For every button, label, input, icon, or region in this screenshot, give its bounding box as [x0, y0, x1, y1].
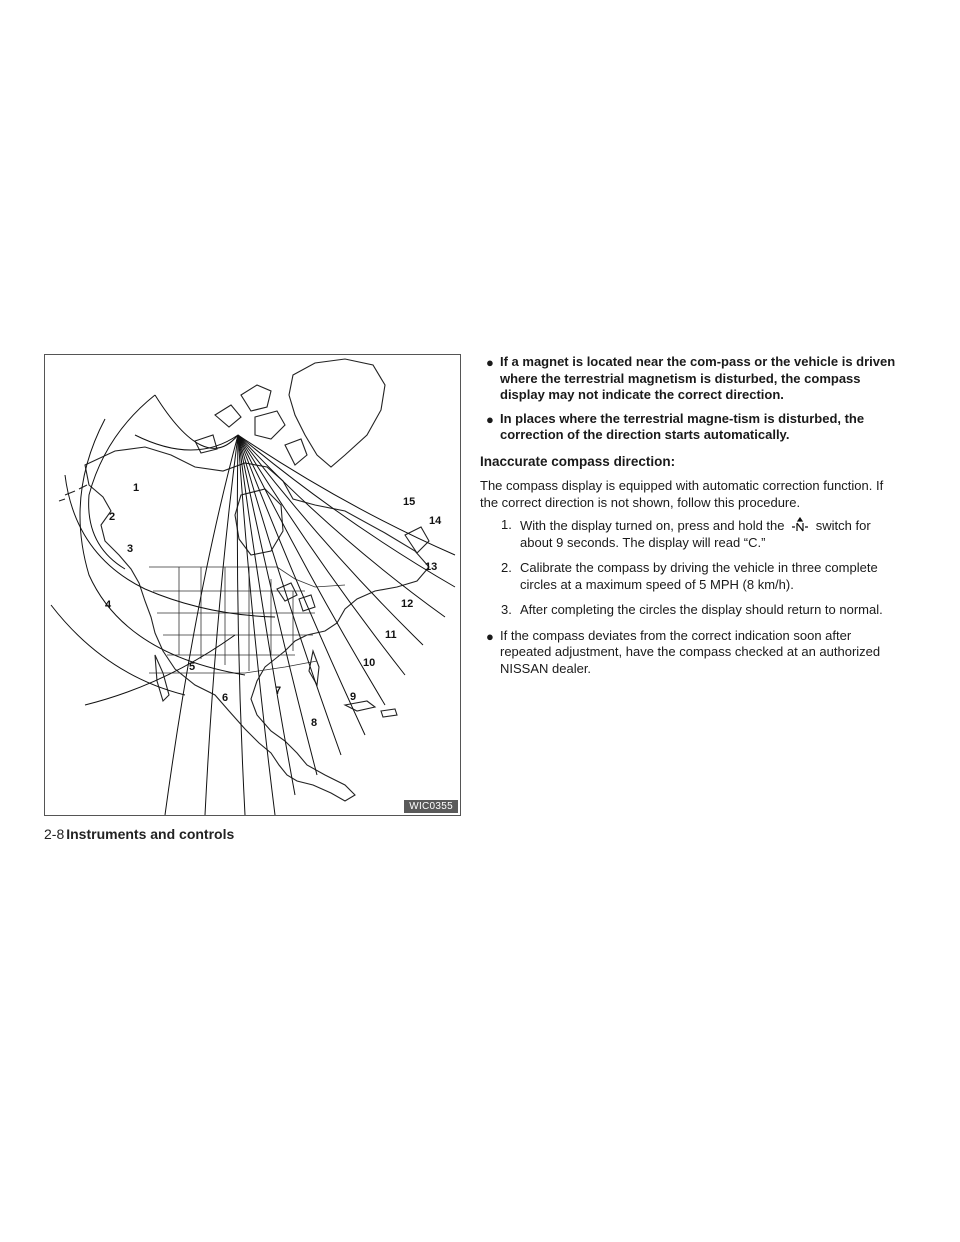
zone-label-12: 12 [401, 598, 414, 610]
step-number: 1. [501, 517, 512, 532]
bullet-text: If the compass deviates from the correct indication soon after repeated adjustment, have the compass checked at an authorized NISSAN dealer. [500, 627, 881, 676]
step-number: 2. [501, 560, 512, 575]
intro-paragraph: The compass display is equipped with automatic correction function. If the correct direction is not shown, follow this procedure. [480, 478, 884, 510]
step-1 [480, 517, 900, 551]
step-text: Calibrate the compass by driving the vehicle in three complete circles at a maximum speed of 5 MPH (8 km/h). [520, 560, 878, 592]
text-column [480, 354, 900, 684]
zone-label-4: 4 [105, 599, 112, 611]
step-number: 3. [501, 602, 512, 617]
bullet-dot: ● [486, 411, 494, 427]
section-heading: Inaccurate compass direction: [480, 453, 676, 469]
warning-bullet-auto-correct [480, 411, 900, 444]
zone-label-8: 8 [311, 717, 318, 729]
bullet-dot: ● [486, 628, 494, 644]
page-number: 2-8 [44, 826, 65, 842]
warning-bullet-magnet [480, 354, 900, 404]
greenland-outline [289, 359, 385, 467]
page-footer [44, 826, 234, 842]
zone-label-5: 5 [189, 661, 196, 673]
step-2 [480, 560, 900, 593]
zone-label-7: 7 [275, 685, 282, 697]
step-3 [480, 602, 900, 619]
north-switch-icon [791, 517, 809, 533]
zone-label-10: 10 [363, 657, 376, 669]
step-text-a: With the display turned on, press and hold the [520, 518, 785, 533]
zone-label-1: 1 [133, 482, 140, 494]
bullet-text: If a magnet is located near the com-pass or the vehicle is driven where the terrestrial magnetism is disturbed, the compass display may not indicate the correct direction. [500, 354, 896, 402]
compass-zone-map [45, 355, 461, 816]
zone-label-3: 3 [127, 543, 134, 555]
zone-label-6: 6 [222, 692, 229, 704]
zone-label-11: 11 [385, 629, 397, 641]
zone-label-13: 13 [425, 561, 438, 573]
zone-label-9: 9 [350, 691, 357, 703]
figure-code: WIC0355 [404, 800, 458, 813]
zone-label-14: 14 [429, 515, 442, 527]
bullet-text: In places where the terrestrial magne-tism is disturbed, the correction of the direction starts automatically. [500, 410, 865, 442]
zone-label-15: 15 [403, 496, 416, 508]
section-title: Instruments and controls [66, 826, 235, 842]
note-bullet-dealer [480, 628, 900, 678]
step-text: After completing the circles the display should return to normal. [520, 602, 883, 617]
step-text-b: switch for about 9 seconds. The display will read “C.” [520, 518, 871, 550]
compass-zone-map-figure [44, 354, 461, 816]
bullet-dot: ● [486, 355, 494, 370]
zone-label-2: 2 [109, 511, 116, 523]
